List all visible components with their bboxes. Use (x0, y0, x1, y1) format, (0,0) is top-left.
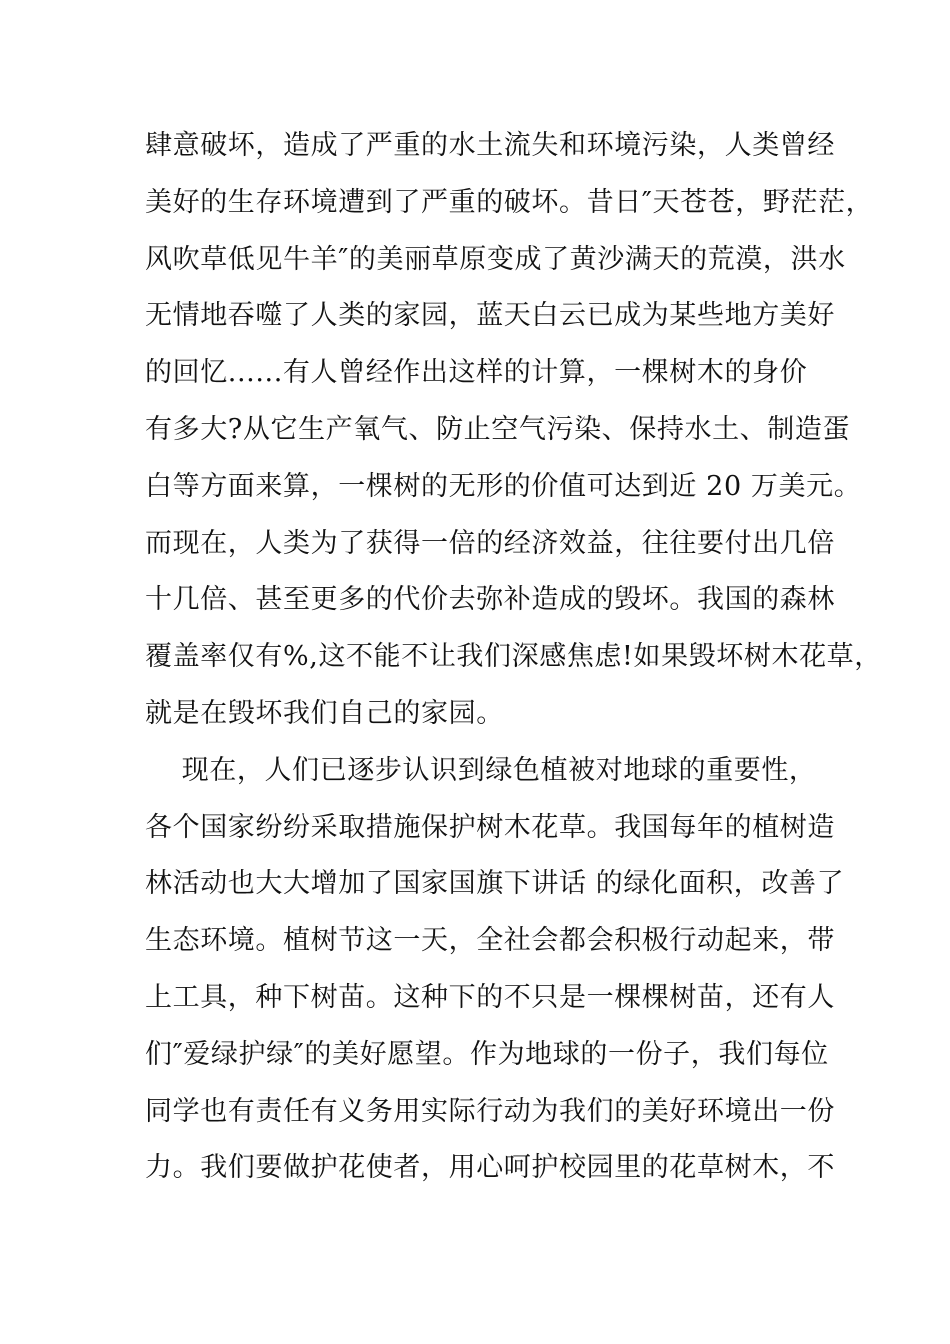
text-line: 有多大?从它生产氧气、防止空气污染、保持水土、制造蛋 (145, 413, 851, 445)
text-line: 而现在，人类为了获得一倍的经济效益，往往要付出几倍 (145, 527, 835, 559)
text-line: 们″爱绿护绿″的美好愿望。作为地球的一份子，我们每位 (145, 1038, 829, 1070)
text-line: 同学也有责任有义务用实际行动为我们的美好环境出一份 (145, 1095, 835, 1127)
text-line: 就是在毁坏我们自己的家园。 (145, 697, 504, 729)
text-line: 覆盖率仅有%,这不能不让我们深感焦虑!如果毁坏树木花草， (145, 641, 882, 673)
text-line: 生态环境。植树节这一天，全社会都会积极行动起来，带 (145, 925, 835, 957)
text-line: 各个国家纷纷采取措施保护树木花草。我国每年的植树造 (145, 811, 835, 843)
text-line: 无情地吞噬了人类的家园，蓝天白云已成为某些地方美好 (145, 300, 835, 332)
text-line: 肆意破坏，造成了严重的水土流失和环境污染，人类曾经 (145, 130, 835, 161)
text-line: 美好的生存环境遭到了严重的破坏。昔日″天苍苍，野茫茫， (145, 186, 874, 218)
text-line: 现在，人们已逐步认识到绿色植被对地球的重要性， (145, 754, 817, 786)
text-line: 上工具，种下树苗。这种下的不只是一棵棵树苗，还有人 (145, 981, 835, 1013)
text-line: 的回忆......有人曾经作出这样的计算，一棵树木的身价 (145, 357, 808, 389)
text-line: 白等方面来算，一棵树的无形的价值可达到近 20 万美元。 (145, 470, 862, 502)
text-line: 力。我们要做护花使者，用心呵护校园里的花草树木，不 (145, 1152, 835, 1184)
text-line: 风吹草低见牛羊″的美丽草原变成了黄沙满天的荒漠，洪水 (145, 243, 846, 275)
body-text (145, 118, 882, 1197)
text-line: 十几倍、甚至更多的代价去弥补造成的毁坏。我国的森林 (145, 584, 835, 616)
text-line: 林活动也大大增加了国家国旗下讲话 的绿化面积，改善了 (145, 868, 845, 900)
